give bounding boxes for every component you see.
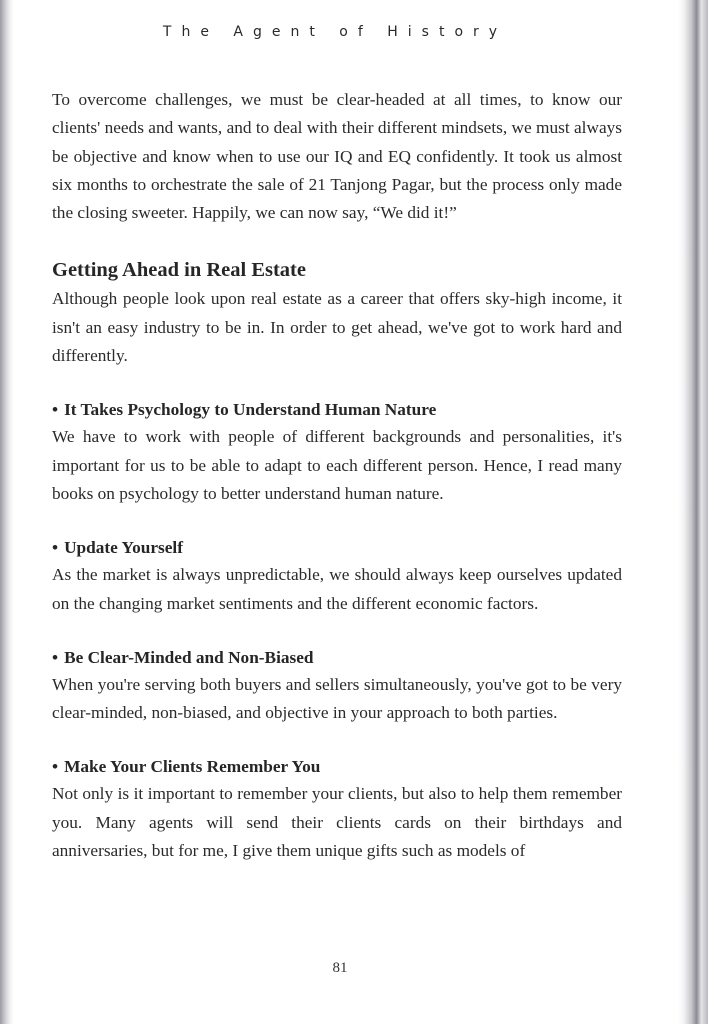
bullet-heading <box>52 535 622 561</box>
bullet-marker: • <box>52 757 59 777</box>
bullet-marker: • <box>52 647 59 667</box>
bullet-heading-text: Make Your Clients Remember You <box>64 757 321 777</box>
bullet-heading-text: Update Yourself <box>64 538 183 558</box>
bullet-heading-text: Be Clear-Minded and Non-Biased <box>64 647 314 667</box>
page-spine-shadow <box>678 0 708 1024</box>
bullet-heading <box>52 754 622 780</box>
intro-paragraph: To overcome challenges, we must be clear-headed at all times, to know our clients' needs and wants, and to deal with their different mindsets, we must always be objective and know when to use our IQ and EQ confidently. It took us almost six months to orchestrate the sale of 21 Tanjong Pagar, but the process only made the closing sweeter. Happily, we can now say, “We did it!” <box>52 90 622 223</box>
section-paragraph: Although people look upon real estate as a career that offers sky-high income, it isn't an easy industry to be in. In order to get ahead, we've got to work hard and differently. <box>52 289 622 366</box>
bullet-heading <box>52 397 622 423</box>
bullet-heading-text: It Takes Psychology to Understand Human Nature <box>64 400 437 420</box>
bullet-paragraph: We have to work with people of different backgrounds and personalities, it's important for us to be able to adapt to each different person. Hence, I read many books on psychology to better understand human nature. <box>52 427 622 503</box>
bullet-item <box>52 397 622 508</box>
bullet-heading <box>52 645 622 671</box>
section-heading: Getting Ahead in Real Estate <box>52 259 306 282</box>
bullet-paragraph: As the market is always unpredictable, we should always keep ourselves updated on the changing market sentiments and the different economic factors. <box>52 565 622 613</box>
bullet-marker: • <box>52 538 59 558</box>
running-head: The Agent of History <box>162 24 508 40</box>
bullet-item <box>52 754 622 865</box>
bullet-item <box>52 645 622 728</box>
scan-left-shadow <box>0 0 14 1024</box>
bullet-paragraph: When you're serving both buyers and sellers simultaneously, you've got to be very clear-minded, non-biased, and objective in your approach to both parties. <box>52 674 622 723</box>
page-body <box>52 86 622 865</box>
bullet-item <box>52 535 622 618</box>
bullet-paragraph: Not only is it important to remember your clients, but also to help them remember you. Many agents will send their clients cards on their birthdays and anniversaries, but for me, I give them unique gifts such as models of <box>52 784 622 861</box>
bullet-marker: • <box>52 400 59 420</box>
page-number: 81 <box>332 960 348 976</box>
